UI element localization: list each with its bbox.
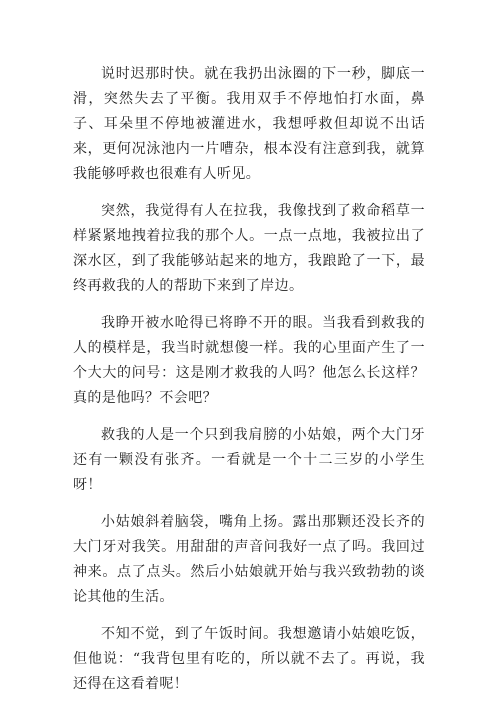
paragraph-2: 突然，我觉得有人在拉我，我像找到了救命稻草一样紧紧地拽着拉我的那个人。一点一点地，我被拉出了深水区，到了我能够站起来的地方，我踉跄了一下，最终再救我的人的帮助下来到了岸边。 bbox=[73, 203, 425, 294]
article-body bbox=[73, 62, 425, 709]
paragraph-6: 不知不觉，到了午饭时间。我想邀请小姑娘吃饭，但他说：“我背包里有吃的，所以就不去了。再说，我还得在这看着呢！ bbox=[73, 626, 425, 692]
paragraph-3: 我睁开被水呛得已将睁不开的眼。当我看到救我的人的模样是，我当时就想傻一样。我的心里面产生了一个大大的问号：这是刚才救我的人吗？他怎么长这样？真的是他吗？不会吧？ bbox=[73, 315, 425, 406]
paragraph-5: 小姑娘斜着脑袋，嘴角上扬。露出那颗还没长齐的大门牙对我笑。用甜甜的声音问我好一点了吗。我回过神来。点了点头。然后小姑娘就开始与我兴致勃勃的谈论其他的生活。 bbox=[73, 514, 425, 605]
paragraph-1: 说时迟那时快。就在我扔出泳圈的下一秒，脚底一滑，突然失去了平衡。我用双手不停地怕打水面，鼻子、耳朵里不停地被灌进水，我想呼救但却说不出话来，更何况泳池内一片嘈杂，根本没有注意到我，就算我能够呼救也很难有人听见。 bbox=[73, 66, 425, 182]
paragraph-4: 救我的人是一个只到我肩膀的小姑娘，两个大门牙还有一颗没有张齐。一看就是一个十二三岁的小学生呀！ bbox=[73, 427, 425, 493]
